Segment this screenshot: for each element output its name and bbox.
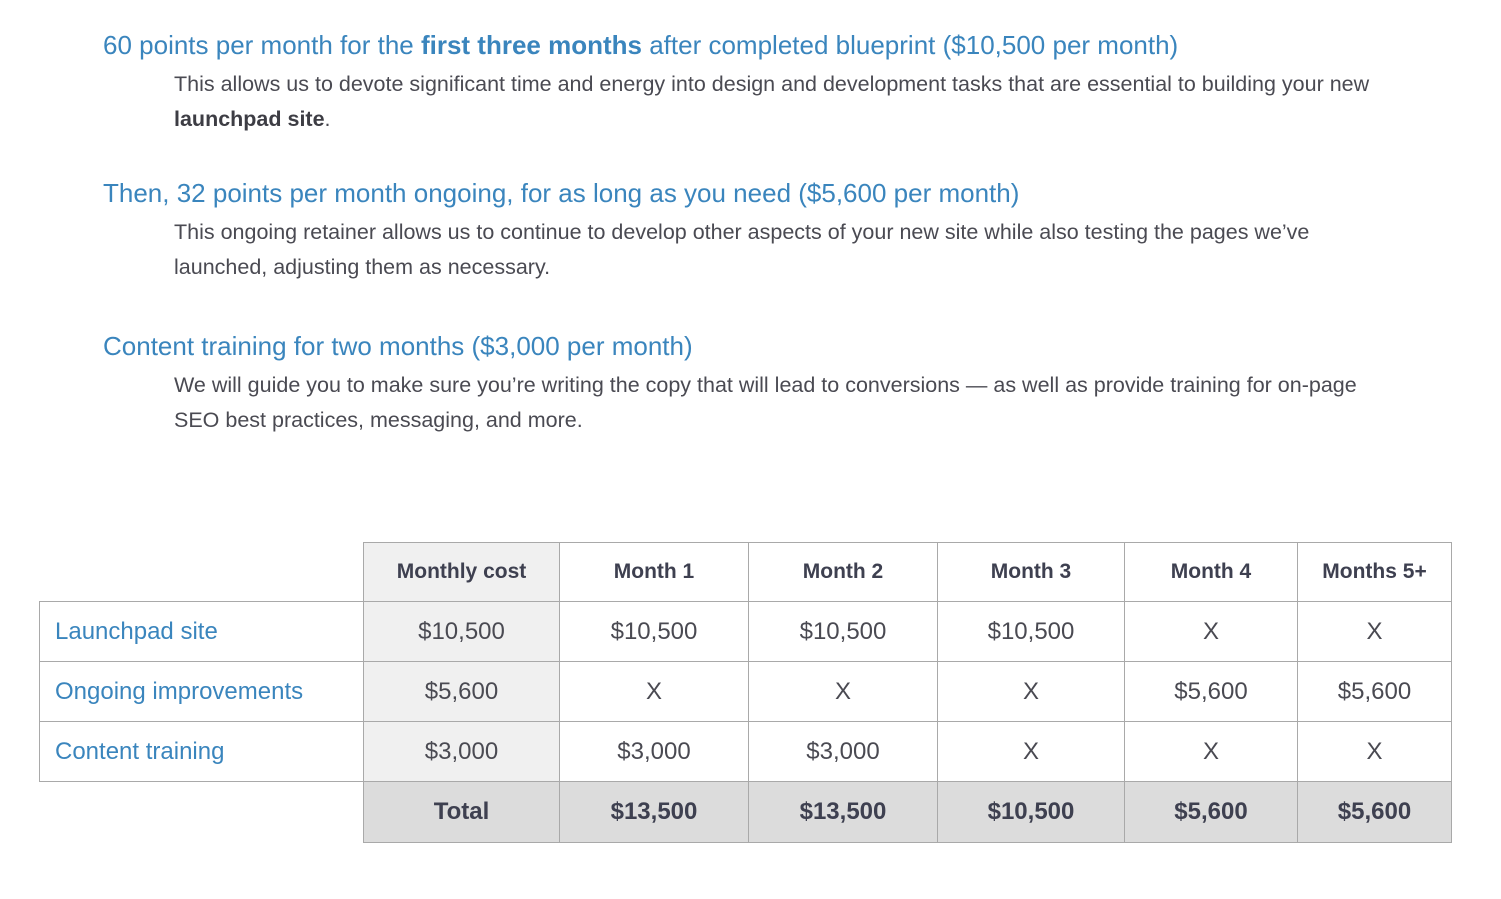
section-first-three-months	[103, 29, 1403, 137]
table-cell: $10,500	[364, 602, 560, 662]
pricing-table	[39, 542, 1452, 843]
total-cell: $5,600	[1298, 782, 1452, 843]
section-description	[174, 67, 1374, 137]
table-cell: $3,000	[749, 722, 938, 782]
total-cell: $13,500	[749, 782, 938, 843]
table-cell: X	[938, 722, 1125, 782]
description-bold-text: launchpad site	[174, 107, 325, 131]
table-cell: X	[1125, 722, 1298, 782]
total-label: Total	[364, 782, 560, 843]
column-header: Month 3	[938, 543, 1125, 602]
table-cell: $3,000	[560, 722, 749, 782]
column-header: Monthly cost	[364, 543, 560, 602]
row-label: Ongoing improvements	[40, 662, 364, 722]
total-cell: $5,600	[1125, 782, 1298, 843]
total-cell: $13,500	[560, 782, 749, 843]
table-header-row	[40, 543, 1452, 602]
description-text: This allows us to devote significant time and energy into design and development tasks that are essential to building your new	[174, 72, 1370, 96]
table-cell: X	[560, 662, 749, 722]
empty-header-cell	[40, 543, 364, 602]
section-heading: Then, 32 points per month ongoing, for as long as you need ($5,600 per month)	[103, 178, 1020, 208]
table-cell: $10,500	[938, 602, 1125, 662]
row-label: Launchpad site	[40, 602, 364, 662]
table-cell: $5,600	[364, 662, 560, 722]
table-cell: $3,000	[364, 722, 560, 782]
row-label: Content training	[40, 722, 364, 782]
table-row	[40, 722, 1452, 782]
table-row	[40, 602, 1452, 662]
table-cell: X	[749, 662, 938, 722]
heading-bold-text: first three months	[420, 30, 642, 60]
section-ongoing	[103, 177, 1403, 285]
heading-text: after completed blueprint ($10,500 per month)	[642, 30, 1179, 60]
table-row	[40, 662, 1452, 722]
section-description: We will guide you to make sure you’re writing the copy that will lead to conversions — as well as provide training for on-page SEO best practices, messaging, and more.	[174, 373, 1357, 432]
section-heading	[103, 29, 1403, 61]
table-cell: $10,500	[560, 602, 749, 662]
table-cell: $10,500	[749, 602, 938, 662]
column-header: Months 5+	[1298, 543, 1452, 602]
column-header: Month 4	[1125, 543, 1298, 602]
table-cell: X	[1125, 602, 1298, 662]
section-heading: Content training for two months ($3,000 per month)	[103, 331, 693, 361]
total-cell: $10,500	[938, 782, 1125, 843]
table-cell: X	[1298, 722, 1452, 782]
column-header: Month 2	[749, 543, 938, 602]
column-header: Month 1	[560, 543, 749, 602]
heading-text: 60 points per month for the	[103, 30, 421, 60]
section-content-training	[103, 330, 1403, 438]
table-cell: X	[1298, 602, 1452, 662]
empty-total-cell	[40, 782, 364, 843]
table-cell: $5,600	[1125, 662, 1298, 722]
table-total-row	[40, 782, 1452, 843]
table-cell: X	[938, 662, 1125, 722]
section-description: This ongoing retainer allows us to continue to develop other aspects of your new site while also testing the pages we’ve launched, adjusting them as necessary.	[174, 220, 1310, 279]
table-cell: $5,600	[1298, 662, 1452, 722]
description-text: .	[324, 107, 331, 131]
